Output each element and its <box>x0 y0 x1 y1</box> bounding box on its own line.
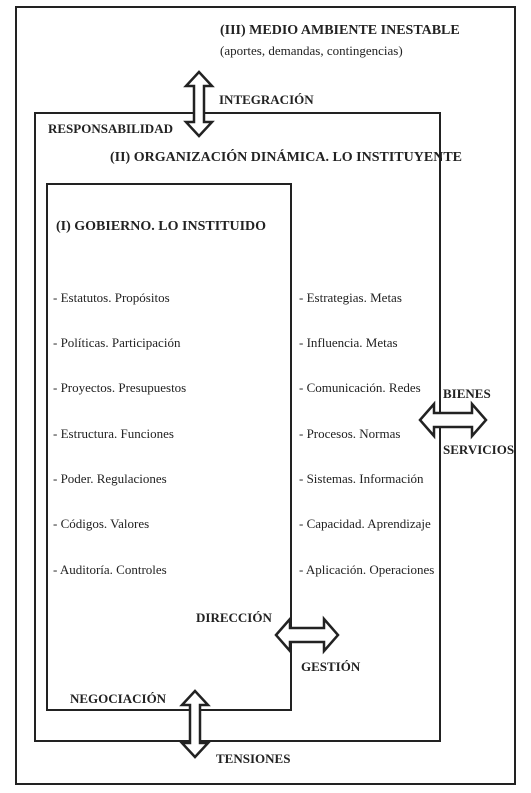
integration-label: INTEGRACIÓN <box>219 92 314 107</box>
goods-services-arrow-icon <box>420 404 486 436</box>
organization-item: - Procesos. Normas <box>299 426 401 441</box>
organization-item: - Capacidad. Aprendizaje <box>299 516 431 531</box>
services-label: SERVICIOS <box>443 442 515 457</box>
government-item: - Estructura. Funciones <box>53 426 174 441</box>
government-item: - Códigos. Valores <box>53 516 150 531</box>
organization-title: (II) ORGANIZACIÓN DINÁMICA. LO INSTITUYENTE <box>110 150 462 165</box>
government-item: - Poder. Regulaciones <box>53 471 167 486</box>
goods-label: BIENES <box>443 386 491 401</box>
environment-subtitle: (aportes, demandas, contingencias) <box>220 43 403 58</box>
direction-management-arrow-icon <box>276 619 338 651</box>
management-label: GESTIÓN <box>301 659 361 674</box>
organization-item: - Comunicación. Redes <box>299 380 421 395</box>
tensions-label: TENSIONES <box>216 751 291 766</box>
organization-item: - Estrategias. Metas <box>299 290 402 305</box>
government-item: - Proyectos. Presupuestos <box>53 380 187 395</box>
environment-title: (III) MEDIO AMBIENTE INESTABLE <box>220 23 460 38</box>
integration-arrow-icon <box>186 72 212 136</box>
organization-item: - Aplicación. Operaciones <box>299 562 435 577</box>
responsibility-label: RESPONSABILIDAD <box>48 121 173 136</box>
government-item: - Estatutos. Propósitos <box>53 290 170 305</box>
negotiation-label: NEGOCIACIÓN <box>70 691 167 706</box>
direction-label: DIRECCIÓN <box>196 610 272 625</box>
negotiation-tension-arrow-icon <box>182 691 208 757</box>
government-item: - Auditoría. Controles <box>53 562 167 577</box>
government-title: (I) GOBIERNO. LO INSTITUIDO <box>56 219 267 234</box>
organization-item: - Influencia. Metas <box>299 335 398 350</box>
government-item: - Políticas. Participación <box>53 335 181 350</box>
organization-item: - Sistemas. Información <box>299 471 424 486</box>
